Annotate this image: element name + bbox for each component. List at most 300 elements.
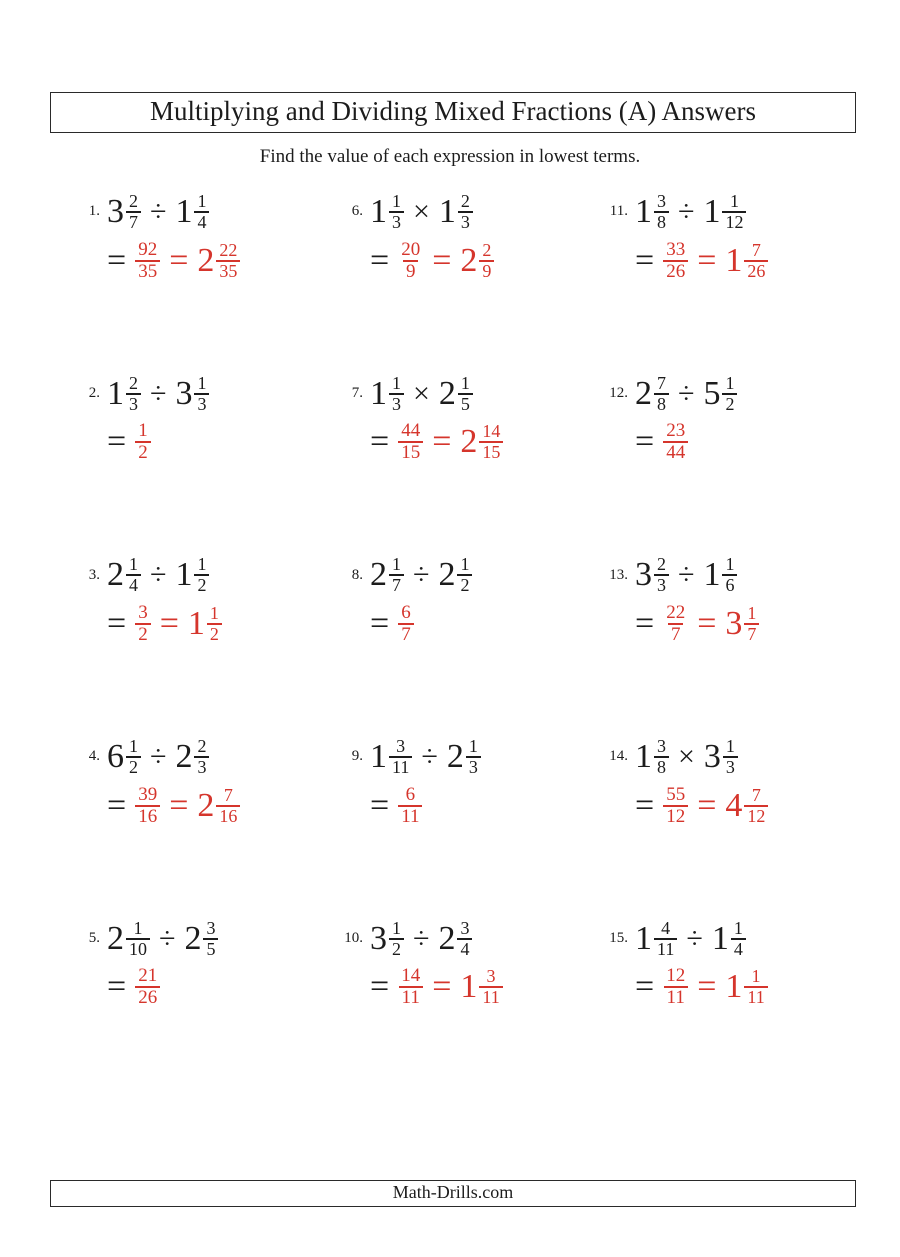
- fraction: [479, 422, 503, 462]
- denominator: 35: [135, 260, 160, 282]
- denominator: 12: [722, 211, 746, 232]
- denominator: 11: [389, 756, 412, 777]
- expression: [335, 374, 600, 414]
- operand-1: [107, 374, 141, 414]
- problem-number: 10.: [344, 930, 363, 947]
- denominator: 9: [403, 260, 419, 282]
- operand-2: [704, 737, 738, 777]
- operator: ÷: [150, 739, 167, 773]
- mixed-number: [725, 604, 759, 644]
- denominator: 3: [389, 211, 404, 232]
- denominator: 2: [194, 574, 209, 595]
- fraction: [479, 241, 494, 281]
- whole-number: 1: [635, 919, 652, 957]
- numerator: 1: [133, 917, 143, 938]
- denominator: 16: [216, 805, 240, 826]
- fraction: [466, 737, 481, 777]
- whole-number: 1: [711, 919, 729, 957]
- equals-sign: =: [432, 968, 452, 1006]
- equals-sign: =: [107, 786, 127, 824]
- denominator: 8: [654, 393, 669, 414]
- answer: [635, 966, 860, 1008]
- problem-9: [335, 737, 600, 827]
- problem-1: [72, 192, 335, 282]
- fraction: [126, 374, 141, 414]
- operator: ×: [413, 194, 430, 228]
- whole-number: 3: [725, 605, 743, 643]
- denominator: 44: [663, 441, 688, 463]
- denominator: 3: [723, 756, 738, 777]
- improper-fraction: [398, 421, 423, 463]
- denominator: 8: [654, 756, 669, 777]
- fraction: [389, 192, 404, 232]
- denominator: 4: [194, 211, 209, 232]
- operator: ÷: [159, 921, 176, 955]
- denominator: 3: [654, 574, 669, 595]
- numerator: 3: [138, 602, 148, 624]
- answer: [370, 240, 600, 282]
- numerator: 1: [751, 966, 761, 987]
- equals-sign: =: [697, 241, 717, 279]
- fraction: [194, 737, 209, 777]
- operator: ×: [413, 376, 430, 410]
- expression: [72, 374, 335, 414]
- denominator: 15: [479, 441, 503, 462]
- problem-number: 7.: [351, 385, 363, 402]
- numerator: 2: [460, 191, 470, 211]
- whole-number: 2: [175, 737, 193, 775]
- answer: [635, 421, 860, 463]
- numerator: 23: [666, 420, 686, 442]
- whole-number: 3: [635, 556, 652, 594]
- problem-13: [600, 555, 860, 645]
- problem-number: 11.: [609, 203, 628, 220]
- numerator: 7: [657, 372, 666, 393]
- improper-fraction: [663, 240, 688, 282]
- fraction: [722, 374, 737, 414]
- whole-number: 2: [438, 374, 456, 412]
- denominator: 3: [126, 393, 141, 414]
- mixed-number: [725, 786, 768, 826]
- fraction: [458, 374, 473, 414]
- equals-sign: =: [635, 423, 655, 461]
- numerator: 3: [396, 735, 406, 756]
- improper-fraction: [663, 966, 688, 1008]
- answer: [107, 785, 335, 827]
- whole-number: 1: [460, 968, 478, 1006]
- numerator: 39: [138, 783, 158, 805]
- operand-1: [370, 374, 404, 414]
- denominator: 2: [135, 441, 151, 463]
- mixed-answer: [160, 786, 240, 826]
- operand-2: [438, 555, 472, 595]
- denominator: 2: [135, 623, 151, 645]
- improper-fraction: [135, 785, 160, 827]
- operator: ×: [678, 739, 695, 773]
- denominator: 2: [207, 623, 222, 644]
- fraction: [723, 737, 738, 777]
- denominator: 11: [399, 986, 423, 1008]
- numerator: 6: [401, 602, 411, 624]
- expression: [72, 919, 335, 959]
- fraction: [479, 967, 502, 1007]
- whole-number: 1: [635, 737, 652, 775]
- operand-2: [184, 919, 218, 959]
- numerator: 4: [661, 917, 671, 938]
- whole-number: 1: [370, 737, 387, 775]
- numerator: 1: [460, 554, 470, 575]
- operand-2: [703, 555, 737, 595]
- problem-4: [72, 737, 335, 827]
- fraction: [126, 919, 150, 959]
- improper-fraction: [135, 421, 151, 463]
- page-title: Multiplying and Dividing Mixed Fractions (A) Answers: [150, 96, 756, 126]
- expression: [72, 737, 335, 777]
- numerator: 7: [751, 239, 761, 260]
- operand-1: [635, 555, 669, 595]
- fraction: [654, 919, 677, 959]
- numerator: 44: [401, 420, 421, 442]
- whole-number: 2: [446, 737, 464, 775]
- problem-number: 15.: [609, 930, 628, 947]
- denominator: 10: [126, 938, 150, 959]
- expression: [600, 374, 860, 414]
- fraction: [389, 737, 412, 777]
- mixed-answer: [688, 967, 768, 1007]
- fraction: [731, 919, 746, 959]
- operator: ÷: [413, 558, 430, 592]
- equals-sign: =: [370, 968, 390, 1006]
- operand-1: [370, 919, 404, 959]
- mixed-number: [460, 967, 502, 1007]
- denominator: 11: [744, 986, 767, 1007]
- denominator: 12: [744, 805, 768, 826]
- operand-2: [439, 192, 473, 232]
- denominator: 3: [389, 393, 404, 414]
- denominator: 3: [458, 211, 473, 232]
- numerator: 7: [751, 784, 761, 805]
- denominator: 5: [458, 393, 473, 414]
- expression: [335, 555, 600, 595]
- fraction: [654, 737, 669, 777]
- denominator: 7: [126, 211, 141, 232]
- equals-sign: =: [697, 968, 717, 1006]
- improper-fraction: [398, 785, 422, 827]
- problem-12: [600, 374, 860, 464]
- operator: ÷: [678, 376, 695, 410]
- operand-1: [635, 919, 677, 959]
- worksheet-title-box: [50, 92, 856, 133]
- denominator: 2: [126, 756, 141, 777]
- mixed-number: [725, 241, 768, 281]
- numerator: 1: [129, 554, 138, 575]
- mixed-number: [725, 967, 767, 1007]
- equals-sign: =: [107, 423, 127, 461]
- expression: [72, 192, 335, 232]
- equals-sign: =: [107, 241, 127, 279]
- whole-number: 4: [725, 786, 743, 824]
- numerator: 1: [725, 735, 735, 756]
- operand-1: [107, 737, 141, 777]
- answer: [635, 785, 860, 827]
- footer-box: [50, 1180, 856, 1207]
- equals-sign: =: [432, 241, 452, 279]
- problem-8: [335, 555, 600, 645]
- denominator: 26: [135, 986, 160, 1008]
- equals-sign: =: [370, 241, 390, 279]
- numerator: 55: [666, 783, 686, 805]
- expression: [335, 737, 600, 777]
- equals-sign: =: [107, 605, 127, 643]
- denominator: 3: [466, 756, 481, 777]
- whole-number: 1: [703, 556, 721, 594]
- whole-number: 2: [438, 919, 456, 957]
- numerator: 2: [129, 372, 138, 393]
- whole-number: 1: [175, 556, 193, 594]
- problem-11: [600, 192, 860, 282]
- operator: ÷: [150, 558, 167, 592]
- whole-number: 1: [438, 192, 456, 230]
- whole-number: 2: [184, 919, 202, 957]
- answer: [370, 421, 600, 463]
- denominator: 7: [668, 623, 684, 645]
- mixed-number: [188, 604, 222, 644]
- operand-2: [447, 737, 481, 777]
- fraction: [457, 555, 472, 595]
- numerator: 1: [725, 554, 735, 575]
- operand-2: [703, 192, 746, 232]
- equals-sign: =: [697, 786, 717, 824]
- improper-fraction: [398, 603, 414, 645]
- answer: [370, 603, 600, 645]
- operand-1: [370, 737, 412, 777]
- improper-fraction: [398, 966, 423, 1008]
- fraction: [654, 555, 669, 595]
- numerator: 1: [392, 191, 401, 211]
- mixed-number: [197, 241, 240, 281]
- numerator: 2: [657, 554, 666, 575]
- equals-sign: =: [107, 968, 127, 1006]
- whole-number: 3: [175, 374, 193, 412]
- numerator: 20: [401, 238, 421, 260]
- fraction: [654, 192, 669, 232]
- fraction: [458, 192, 473, 232]
- problem-number: 6.: [351, 203, 363, 220]
- fraction: [207, 604, 222, 644]
- operand-1: [635, 192, 669, 232]
- numerator: 1: [725, 372, 735, 393]
- numerator: 1: [138, 420, 148, 442]
- expression: [335, 919, 600, 959]
- mixed-answer: [151, 604, 222, 644]
- operand-1: [370, 192, 404, 232]
- equals-sign: =: [635, 786, 655, 824]
- numerator: 3: [486, 966, 496, 987]
- improper-fraction: [663, 421, 688, 463]
- fraction: [654, 374, 669, 414]
- equals-sign: =: [370, 423, 390, 461]
- problems-grid: [72, 192, 860, 1008]
- equals-sign: =: [169, 786, 189, 824]
- operator: ÷: [678, 558, 695, 592]
- whole-number: 2: [460, 241, 478, 279]
- mixed-answer: [688, 786, 768, 826]
- whole-number: 3: [703, 737, 721, 775]
- fraction: [216, 241, 240, 281]
- operand-1: [107, 555, 141, 595]
- answer: [107, 421, 335, 463]
- denominator: 4: [457, 938, 472, 959]
- problem-number: 14.: [609, 748, 628, 765]
- numerator: 1: [197, 554, 207, 575]
- numerator: 1: [468, 735, 478, 756]
- mixed-number: [197, 786, 240, 826]
- answer: [370, 785, 600, 827]
- numerator: 21: [138, 965, 158, 987]
- denominator: 2: [389, 938, 404, 959]
- problem-number: 9.: [351, 748, 363, 765]
- mixed-answer: [160, 241, 240, 281]
- expression: [72, 555, 335, 595]
- numerator: 3: [206, 917, 216, 938]
- problem-number: 1.: [88, 203, 100, 220]
- whole-number: 2: [107, 919, 124, 957]
- denominator: 11: [398, 805, 422, 827]
- problem-14: [600, 737, 860, 827]
- fraction: [203, 919, 218, 959]
- problem-number: 5.: [88, 930, 100, 947]
- improper-fraction: [135, 966, 160, 1008]
- operand-2: [438, 919, 472, 959]
- equals-sign: =: [159, 605, 179, 643]
- numerator: 1: [197, 372, 207, 393]
- denominator: 15: [398, 441, 423, 463]
- numerator: 2: [197, 735, 207, 756]
- problem-number: 2.: [88, 385, 100, 402]
- denominator: 4: [731, 938, 746, 959]
- whole-number: 2: [107, 556, 124, 594]
- whole-number: 1: [107, 374, 124, 412]
- fraction: [126, 737, 141, 777]
- numerator: 22: [219, 239, 238, 260]
- whole-number: 3: [370, 919, 387, 957]
- denominator: 7: [389, 574, 404, 595]
- denominator: 4: [126, 574, 141, 595]
- denominator: 3: [194, 756, 209, 777]
- answer: [107, 240, 335, 282]
- expression: [600, 192, 860, 232]
- problem-7: [335, 374, 600, 464]
- numerator: 3: [657, 191, 666, 211]
- answer: [635, 603, 860, 645]
- fraction: [744, 967, 767, 1007]
- problem-number: 8.: [351, 566, 363, 583]
- operand-2: [703, 374, 737, 414]
- numerator: 22: [666, 602, 686, 624]
- denominator: 7: [398, 623, 414, 645]
- operand-2: [175, 737, 209, 777]
- numerator: 3: [460, 917, 470, 938]
- expression: [600, 737, 860, 777]
- mixed-answer: [688, 241, 768, 281]
- numerator: 1: [733, 917, 743, 938]
- instruction-text: Find the value of each expression in lowest terms.: [259, 146, 641, 167]
- denominator: 5: [203, 938, 218, 959]
- whole-number: 1: [635, 192, 652, 230]
- operator: ÷: [421, 739, 438, 773]
- equals-sign: =: [169, 241, 189, 279]
- denominator: 16: [135, 805, 160, 827]
- whole-number: 2: [438, 556, 456, 594]
- whole-number: 3: [107, 192, 124, 230]
- problem-5: [72, 919, 335, 1009]
- numerator: 1: [197, 191, 207, 211]
- denominator: 26: [744, 260, 768, 281]
- numerator: 1: [209, 603, 219, 624]
- denominator: 35: [216, 260, 240, 281]
- operand-1: [370, 555, 404, 595]
- whole-number: 1: [370, 192, 387, 230]
- mixed-answer: [423, 422, 503, 462]
- numerator: 14: [401, 965, 421, 987]
- equals-sign: =: [697, 605, 717, 643]
- improper-fraction: [663, 603, 688, 645]
- operator: ÷: [150, 376, 167, 410]
- answer: [107, 603, 335, 645]
- operand-2: [712, 919, 746, 959]
- operand-2: [439, 374, 473, 414]
- answer: [370, 966, 600, 1008]
- denominator: 11: [664, 986, 688, 1008]
- denominator: 8: [654, 211, 669, 232]
- operand-2: [175, 555, 209, 595]
- denominator: 11: [654, 938, 677, 959]
- fraction: [194, 374, 209, 414]
- numerator: 1: [129, 735, 138, 756]
- mixed-answer: [423, 967, 503, 1007]
- numerator: 12: [666, 965, 686, 987]
- whole-number: 2: [370, 556, 387, 594]
- fraction: [389, 555, 404, 595]
- numerator: 1: [392, 917, 401, 938]
- fraction: [126, 555, 141, 595]
- mixed-answer: [688, 604, 759, 644]
- numerator: 92: [138, 238, 158, 260]
- whole-number: 2: [197, 786, 215, 824]
- numerator: 2: [129, 191, 138, 211]
- equals-sign: =: [635, 605, 655, 643]
- problem-number: 3.: [88, 566, 100, 583]
- equals-sign: =: [432, 423, 452, 461]
- equals-sign: =: [635, 241, 655, 279]
- numerator: 1: [729, 191, 739, 211]
- denominator: 6: [722, 574, 737, 595]
- improper-fraction: [135, 240, 160, 282]
- denominator: 12: [663, 805, 688, 827]
- operator: ÷: [678, 194, 695, 228]
- fraction: [722, 192, 746, 232]
- improper-fraction: [663, 785, 688, 827]
- numerator: 14: [482, 421, 501, 442]
- problem-3: [72, 555, 335, 645]
- numerator: 1: [747, 603, 757, 624]
- fraction: [722, 555, 737, 595]
- numerator: 3: [657, 735, 666, 756]
- operand-1: [635, 737, 669, 777]
- whole-number: 1: [725, 241, 743, 279]
- fraction: [389, 919, 404, 959]
- denominator: 7: [744, 623, 759, 644]
